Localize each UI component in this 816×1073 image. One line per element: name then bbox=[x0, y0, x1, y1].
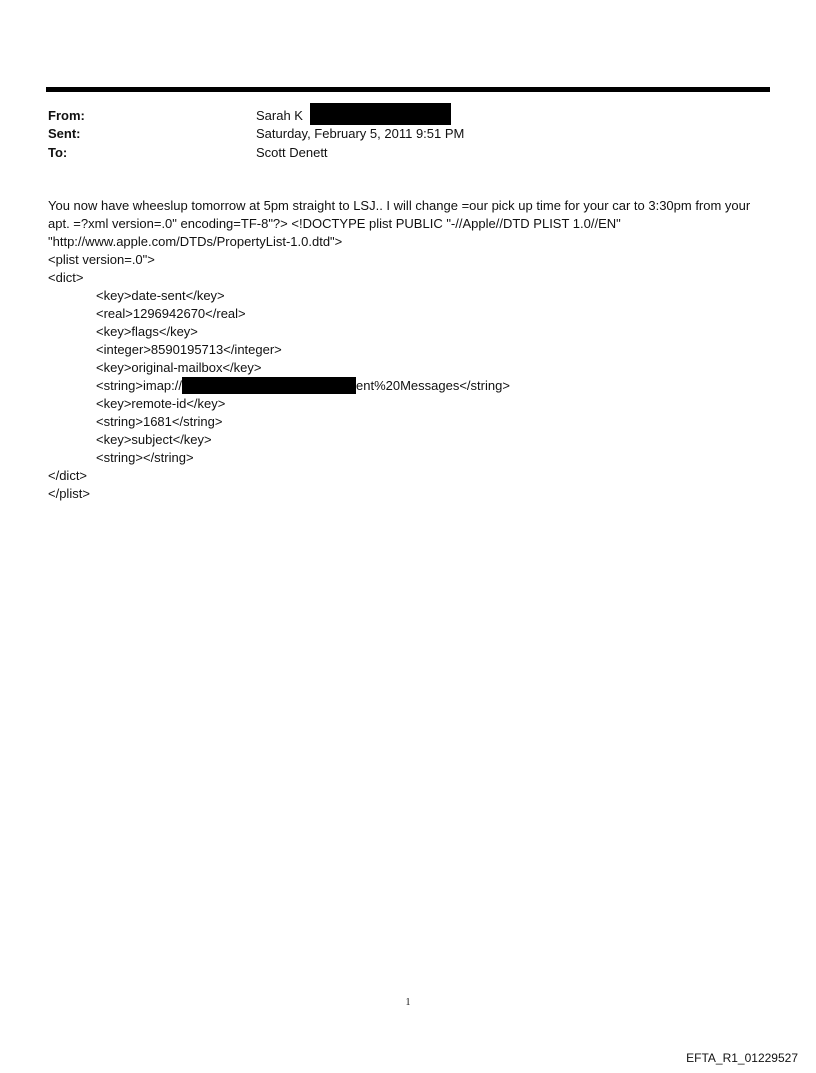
mailbox-prefix: <string>imap:// bbox=[96, 378, 182, 393]
from-value bbox=[256, 107, 451, 125]
from-name: Sarah K bbox=[256, 108, 303, 123]
email-body bbox=[48, 197, 763, 503]
key-flags: <key>flags</key> bbox=[96, 324, 198, 339]
value-remote-id: <string>1681</string> bbox=[96, 414, 223, 429]
dict-close: </dict> bbox=[48, 468, 88, 483]
value-date-sent: <real>1296942670</real> bbox=[96, 306, 246, 321]
key-original-mailbox: <key>original-mailbox</key> bbox=[96, 360, 262, 375]
from-label: From: bbox=[48, 108, 85, 123]
sent-value: Saturday, February 5, 2011 9:51 PM bbox=[256, 126, 465, 141]
value-original-mailbox bbox=[48, 377, 763, 395]
value-subject: <string></string> bbox=[96, 450, 194, 465]
plist-close: </plist> bbox=[48, 486, 90, 501]
header-rule bbox=[46, 87, 770, 92]
plist-open: <plist version=.0"> bbox=[48, 252, 155, 267]
dict-open: <dict> bbox=[48, 270, 84, 285]
body-paragraph: You now have wheeslup tomorrow at 5pm straight to LSJ.. I will change =our pick up time for your car to 3:30pm from your apt. =?xml version=.0" encoding=TF-8"?> <!DOCTYPE plist PUBLIC "-//Apple//DTD PLIST 1.0//EN" "http://www.apple.com/DTDs/PropertyList-1.0.dtd"> bbox=[48, 198, 751, 249]
redaction-box bbox=[182, 377, 356, 394]
document-id: EFTA_R1_01229527 bbox=[686, 1051, 798, 1065]
remote-id-prefix: <key>remote-id bbox=[96, 396, 187, 411]
value-flags: <integer>8590195713</integer> bbox=[96, 342, 282, 357]
to-label: To: bbox=[48, 145, 68, 160]
key-remote-id bbox=[48, 395, 763, 413]
remote-id-suffix: </key> bbox=[186, 396, 226, 411]
key-date-sent: <key>date-sent</key> bbox=[96, 288, 225, 303]
to-value: Scott Denett bbox=[256, 145, 328, 160]
page-number: 1 bbox=[405, 997, 411, 1008]
redaction-box bbox=[310, 103, 451, 125]
sent-label: Sent: bbox=[48, 126, 81, 141]
key-subject: <key>subject</key> bbox=[96, 432, 212, 447]
mailbox-suffix: ent%20Messages</string> bbox=[356, 378, 510, 393]
